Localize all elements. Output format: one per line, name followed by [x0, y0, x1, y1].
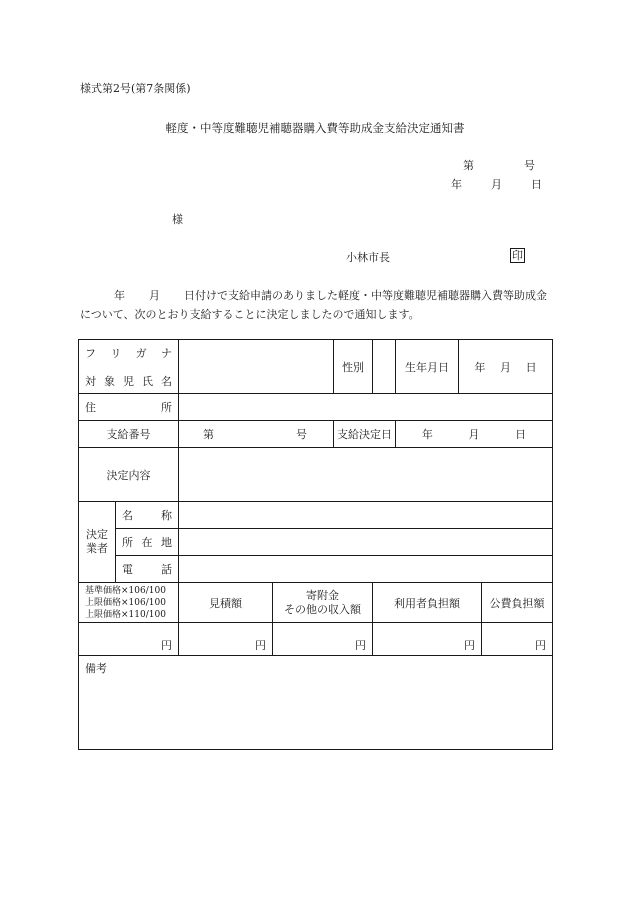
donation-amount[interactable]: [273, 623, 373, 656]
decision-month: 月: [468, 428, 480, 441]
vendor-label-line: 業者: [86, 542, 108, 555]
vendor-phone-char: 話: [161, 563, 172, 576]
row-vendor-name: [79, 502, 553, 529]
child-name-char: 名: [161, 374, 172, 388]
vendor-name-char: 称: [161, 509, 172, 522]
decision-day: 日: [515, 428, 527, 441]
address-char: 住: [85, 401, 96, 414]
child-name-field[interactable]: [179, 340, 334, 394]
birth-month: 月: [499, 360, 511, 374]
vendor-location-char: 地: [161, 536, 172, 549]
notice-number-suffix: 号: [524, 159, 535, 172]
vendor-name-char: 名: [122, 509, 133, 522]
vendor-location-char: 在: [141, 536, 153, 549]
decision-date-label: 支給決定日: [334, 421, 396, 448]
row-amounts: [79, 623, 553, 656]
donation-label: [273, 583, 373, 623]
row-address: [79, 394, 553, 421]
notice-date: [451, 176, 542, 192]
form-number: 様式第2号(第7条関係): [80, 82, 191, 95]
estimate-label: 見積額: [179, 583, 273, 623]
birth-year: 年: [474, 360, 486, 374]
child-name-char: 氏: [142, 374, 153, 388]
vendor-location-label: [116, 529, 179, 556]
notice-date-month: 月: [491, 178, 502, 191]
yen-unit: 円: [355, 639, 366, 652]
user-burden-amount[interactable]: [373, 623, 482, 656]
child-name-char: 児: [123, 374, 134, 388]
seal-mark: 印: [512, 249, 523, 262]
child-name-char: 象: [104, 374, 115, 388]
furigana-char: ガ: [135, 346, 147, 360]
price-basis-label: [79, 583, 179, 623]
public-burden-amount[interactable]: [482, 623, 553, 656]
payment-number-label: 支給番号: [79, 421, 179, 448]
vendor-label-line: 決定: [86, 528, 108, 541]
row-amount-headers: [79, 583, 553, 623]
cell-name-label: [79, 340, 179, 394]
yen-unit: 円: [255, 639, 266, 652]
body-month: 月: [149, 289, 160, 302]
vendor-location-field[interactable]: [179, 529, 553, 556]
price-basis-line: 上限価格×106/100: [85, 597, 166, 608]
furigana-char: リ: [110, 346, 122, 360]
yen-unit: 円: [464, 639, 475, 652]
row-decision: [79, 448, 553, 502]
decision-content-label: 決定内容: [79, 448, 179, 502]
decision-year: 年: [421, 428, 433, 441]
payment-number-suffix: 号: [296, 428, 307, 441]
donation-label-line: 寄附金: [306, 588, 339, 602]
address-char: 所: [161, 401, 172, 414]
row-payment: [79, 421, 553, 448]
payment-number-field[interactable]: [179, 421, 334, 448]
row-name: [79, 340, 553, 394]
row-vendor-phone: [79, 556, 553, 583]
birth-day: 日: [525, 360, 537, 374]
child-name-char: 対: [85, 374, 96, 388]
vendor-phone-char: 電: [122, 563, 133, 576]
body-year: 年: [114, 289, 125, 302]
notice-date-day: 日: [531, 178, 542, 191]
price-basis-amount[interactable]: [79, 623, 179, 656]
decision-content-field[interactable]: [179, 448, 553, 502]
address-field[interactable]: [179, 394, 553, 421]
furigana-label: [79, 345, 178, 361]
birthdate-field[interactable]: [459, 340, 553, 394]
address-label: [79, 394, 179, 421]
notes-label: 備考: [85, 662, 107, 675]
birthdate-label: 生年月日: [396, 340, 459, 394]
notice-table: [78, 339, 553, 750]
addressee-honorific: 様: [172, 213, 183, 226]
donation-label-line: その他の収入額: [284, 602, 361, 616]
vendor-phone-field[interactable]: [179, 556, 553, 583]
user-burden-label: 利用者負担額: [373, 583, 482, 623]
furigana-char: ナ: [160, 346, 172, 360]
vendor-name-field[interactable]: [179, 502, 553, 529]
vendor-location-char: 所: [122, 536, 133, 549]
furigana-char: フ: [85, 346, 96, 360]
notice-body: [80, 286, 550, 324]
body-text: 日付けで支給申請のありました軽度・中等度難聴児補聴器購入費等助成金について、次のとおり支給することに決定しましたので通知します。: [80, 289, 547, 321]
yen-unit: 円: [535, 639, 546, 652]
issuer-name: 小林市長: [346, 251, 390, 264]
document-title: 軽度・中等度難聴児補聴器購入費等助成金支給決定通知書: [165, 121, 465, 135]
notes-field[interactable]: [79, 656, 553, 750]
vendor-phone-label: [116, 556, 179, 583]
vendor-label: [79, 502, 116, 583]
yen-unit: 円: [161, 639, 172, 652]
row-notes: [79, 656, 553, 750]
vendor-name-label: [116, 502, 179, 529]
payment-number-prefix: 第: [203, 428, 214, 441]
child-name-label: [79, 373, 178, 389]
estimate-amount[interactable]: [179, 623, 273, 656]
sex-field[interactable]: [373, 340, 396, 394]
row-vendor-location: [79, 529, 553, 556]
price-basis-line: 上限価格×110/100: [85, 609, 166, 620]
public-burden-label: 公費負担額: [482, 583, 553, 623]
notice-date-year: 年: [451, 178, 462, 191]
price-basis-line: 基準価格×106/100: [85, 585, 166, 596]
decision-date-field[interactable]: [396, 421, 553, 448]
sex-label: 性別: [334, 340, 373, 394]
notice-number-prefix: 第: [463, 159, 474, 172]
